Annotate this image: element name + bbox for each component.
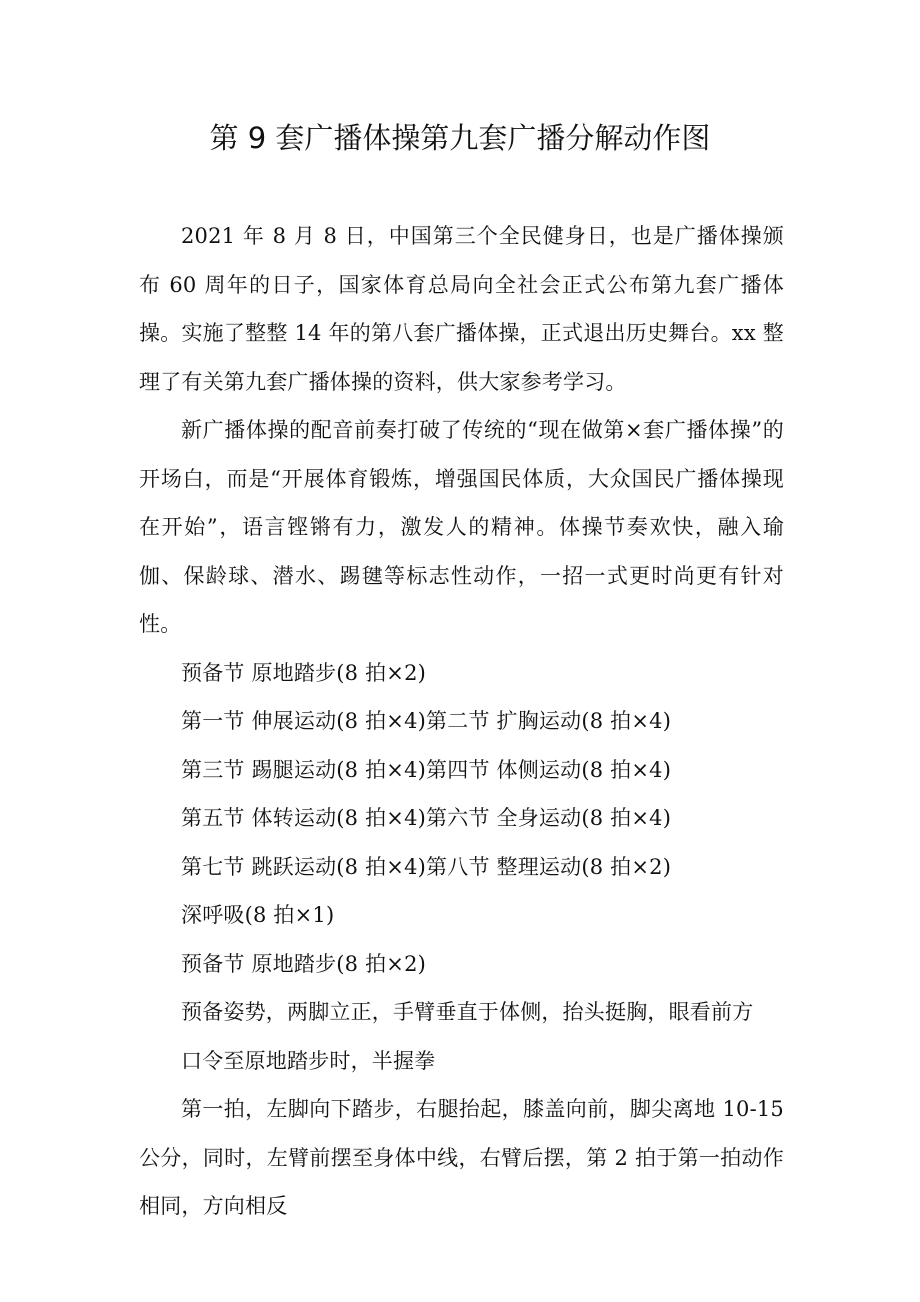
- section-list-item: 预备节 原地踏步(8 拍×2): [181, 660, 427, 685]
- document-title: 第 9 套广播体操第九套广播分解动作图: [209, 121, 711, 155]
- section-list-item: 第三节 踢腿运动(8 拍×4)第四节 体侧运动(8 拍×4): [181, 757, 672, 782]
- paragraph-instruction: 第一拍，左脚向下踏步，右腿抬起，膝盖向前，脚尖离地 10-15 公分，同时，左臂前摆至身体中线，右臂后摆，第 2 拍于第一拍动作相同，方向相反: [139, 1097, 784, 1218]
- section-list-item: 深呼吸(8 拍×1): [181, 903, 335, 927]
- section-heading: 预备节 原地踏步(8 拍×2): [181, 951, 427, 976]
- section-list-item: 第一节 伸展运动(8 拍×4)第二节 扩胸运动(8 拍×4): [181, 709, 672, 733]
- paragraph-intro: 2021 年 8 月 8 日，中国第三个全民健身日，也是广播体操颁布 60 周年的日子，国家体育总局向全社会正式公布第九套广播体操。实施了整整 14 年的第八套广播体操，正式退出历史舞台。xx 整理了有关第九套广播体操的资料，供大家参考学习。: [139, 224, 784, 394]
- paragraph-instruction: 预备姿势，两脚立正，手臂垂直于体侧，抬头挺胸，眼看前方: [181, 1000, 754, 1024]
- section-list-item: 第五节 体转运动(8 拍×4)第六节 全身运动(8 拍×4): [181, 806, 672, 830]
- paragraph-instruction: 口令至原地踏步时，半握拳: [181, 1048, 436, 1073]
- section-list-item: 第七节 跳跃运动(8 拍×4)第八节 整理运动(8 拍×2): [181, 854, 672, 879]
- document-body: [139, 212, 784, 1231]
- paragraph-description: 新广播体操的配音前奏打破了传统的“现在做第×套广播体操”的开场白，而是“开展体育锻炼，增强国民体质，大众国民广播体操现在开始”，语言铿锵有力，激发人的精神。体操节奏欢快，融入瑜伽、保龄球、潜水、踢毽等标志性动作，一招一式更时尚更有针对性。: [139, 418, 784, 636]
